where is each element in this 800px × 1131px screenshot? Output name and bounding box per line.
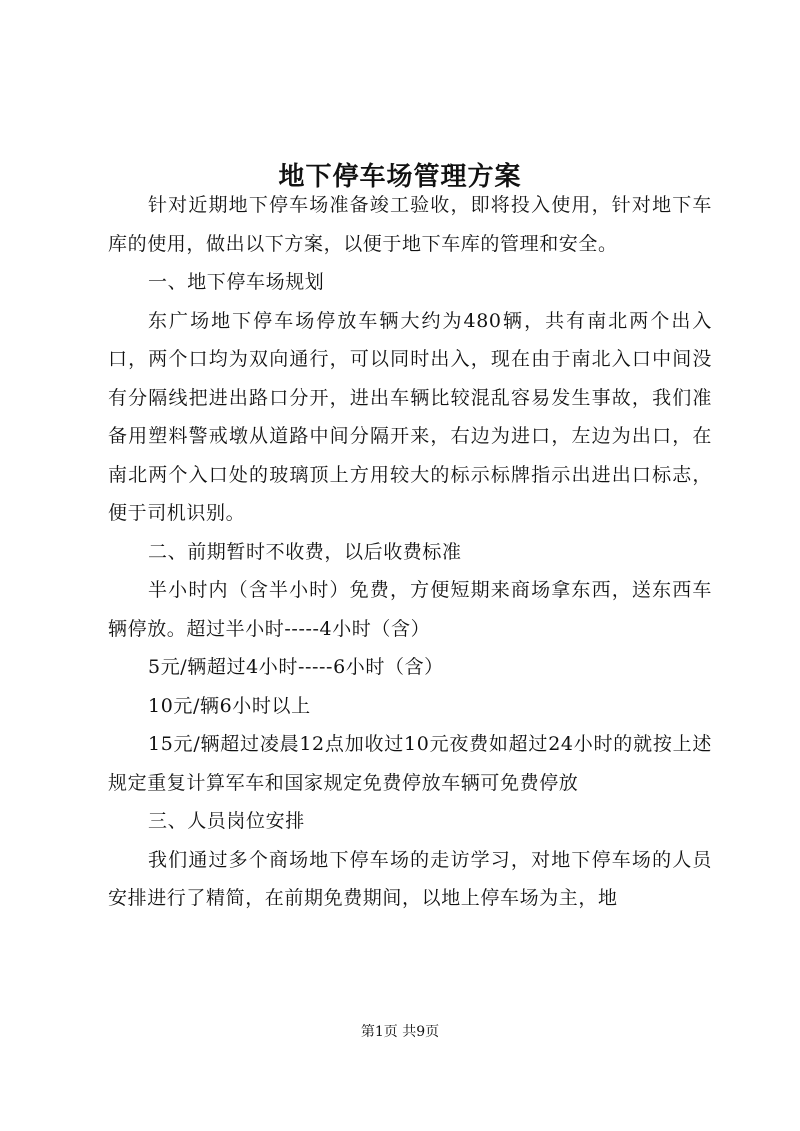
paragraph-fee-5: 5元/辆超过4小时-----6小时（含） <box>148 656 444 678</box>
paragraph-intro: 针对近期地下停车场准备竣工验收，即将投入使用，针对地下车库的使用，做出以下方案，以便于地下车库的管理和安全。 <box>108 194 712 255</box>
paragraph-fee-15: 15元/辆超过凌晨12点加收过10元夜费如超过24小时的就按上述规定重复计算军车和国家规定免费停放车辆可免费停放 <box>108 733 712 794</box>
section-heading-1: 一、地下停车场规划 <box>148 271 325 293</box>
paragraph-fee-free: 半小时内（含半小时）免费，方便短期来商场拿东西，送东西车辆停放。超过半小时-----4小时（含） <box>108 579 712 640</box>
document-title: 地下停车场管理方案 <box>278 162 522 193</box>
page-number-footer: 第1页 共9页 <box>360 1024 440 1040</box>
document-body <box>108 186 712 918</box>
section-heading-2: 二、前期暂时不收费，以后收费标准 <box>148 540 462 563</box>
paragraph-fee-10: 10元/辆6小时以上 <box>148 694 311 717</box>
paragraph-staffing: 我们通过多个商场地下停车场的走访学习，对地下停车场的人员安排进行了精简，在前期免费期间，以地上停车场为主，地 <box>108 848 712 909</box>
section-heading-3: 三、人员岗位安排 <box>148 810 305 832</box>
paragraph-planning: 东广场地下停车场停放车辆大约为480辆，共有南北两个出入口，两个口均为双向通行，可以同时出入，现在由于南北入口中间没有分隔线把进出路口分开，进出车辆比较混乱容易发生事故，我们准备用塑料警戒墩从道路中间分隔开来，右边为进口，左边为出口，在南北两个入口处的玻璃顶上方用较大的标示标牌指示出进出口标志，便于司机识别。 <box>108 309 712 524</box>
